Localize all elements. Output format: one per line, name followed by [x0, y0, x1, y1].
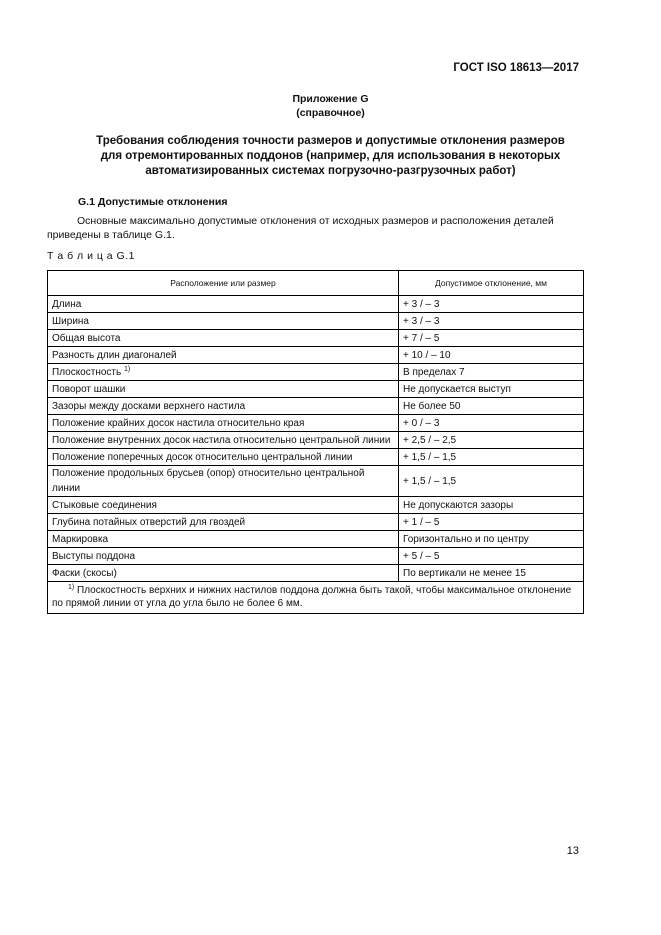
cell-item: Разность длин диагоналей — [48, 347, 399, 364]
body-paragraph: Основные максимально допустимые отклонения от исходных размеров и расположения деталей приведены в таблице G.1. — [47, 215, 554, 241]
annex-heading — [0, 92, 661, 120]
cell-item: Длина — [48, 296, 399, 313]
cell-item-text: Плоскостность — [52, 366, 122, 378]
column-header-item: Расположение или размер — [48, 271, 399, 296]
column-header-tolerance: Допустимое отклонение, мм — [399, 271, 584, 296]
cell-tolerance: + 1,5 / – 1,5 — [399, 466, 584, 497]
cell-tolerance: + 0 / – 3 — [399, 415, 584, 432]
cell-item — [48, 364, 399, 381]
cell-tolerance: Не допускается выступ — [399, 381, 584, 398]
table-row — [48, 497, 584, 514]
table-footnote-row — [48, 582, 584, 614]
main-title — [60, 134, 601, 179]
table-header-row — [48, 271, 584, 296]
cell-tolerance: + 1,5 / – 1,5 — [399, 449, 584, 466]
cell-item: Маркировка — [48, 531, 399, 548]
cell-tolerance: + 3 / – 3 — [399, 313, 584, 330]
cell-item: Общая высота — [48, 330, 399, 347]
footnote-text: Плоскостность верхних и нижних настилов поддона должна быть такой, чтобы максимальное отклонение по прямой линии от угла до угла было не более 6 мм. — [52, 585, 572, 609]
main-title-line: для отремонтированных поддонов (например, для использования в некоторых — [100, 150, 561, 162]
section-heading: G.1 Допустимые отклонения — [78, 196, 228, 208]
table-row — [48, 514, 584, 531]
cell-item: Ширина — [48, 313, 399, 330]
table-caption: Т а б л и ц а G.1 — [47, 250, 135, 262]
cell-item: Положение продольных брусьев (опор) относительно центральной линии — [48, 466, 399, 497]
cell-tolerance: + 5 / – 5 — [399, 548, 584, 565]
cell-item: Положение внутренних досок настила относительно центральной линии — [48, 432, 399, 449]
cell-item: Зазоры между досками верхнего настила — [48, 398, 399, 415]
cell-tolerance: Не допускаются зазоры — [399, 497, 584, 514]
cell-tolerance: По вертикали не менее 15 — [399, 565, 584, 582]
table-row — [48, 432, 584, 449]
table-row — [48, 296, 584, 313]
table-row — [48, 330, 584, 347]
cell-tolerance: + 3 / – 3 — [399, 296, 584, 313]
cell-tolerance: + 10 / – 10 — [399, 347, 584, 364]
table-row — [48, 398, 584, 415]
cell-item: Стыковые соединения — [48, 497, 399, 514]
tolerance-table — [47, 270, 584, 614]
annex-title: Приложение G — [292, 93, 369, 105]
table-row — [48, 381, 584, 398]
cell-item: Положение крайних досок настила относительно края — [48, 415, 399, 432]
cell-item: Поворот шашки — [48, 381, 399, 398]
cell-item: Выступы поддона — [48, 548, 399, 565]
table-footnote — [48, 582, 584, 614]
table-row — [48, 313, 584, 330]
table-row — [48, 548, 584, 565]
main-title-line: Требования соблюдения точности размеров и допустимые отклонения размеров — [96, 135, 565, 147]
table-row — [48, 466, 584, 497]
cell-item: Положение поперечных досок относительно центральной линии — [48, 449, 399, 466]
footnote-marker: 1) — [68, 584, 75, 591]
table-row — [48, 449, 584, 466]
page-number: 13 — [566, 845, 579, 857]
cell-tolerance: + 1 / – 5 — [399, 514, 584, 531]
table-row — [48, 531, 584, 548]
footnote-reference: 1) — [123, 365, 131, 373]
cell-tolerance: Не более 50 — [399, 398, 584, 415]
cell-tolerance: + 7 / – 5 — [399, 330, 584, 347]
cell-item: Глубина потайных отверстий для гвоздей — [48, 514, 399, 531]
table-row — [48, 364, 584, 381]
cell-tolerance: Горизонтально и по центру — [399, 531, 584, 548]
cell-tolerance: В пределах 7 — [399, 364, 584, 381]
cell-tolerance: + 2,5 / – 2,5 — [399, 432, 584, 449]
document-code: ГОСТ ISO 18613—2017 — [453, 62, 579, 74]
table-row — [48, 565, 584, 582]
main-title-line: автоматизированных системах погрузочно-разгрузочных работ) — [145, 165, 516, 177]
table-row — [48, 347, 584, 364]
cell-item: Фаски (скосы) — [48, 565, 399, 582]
annex-note: (справочное) — [296, 107, 365, 119]
table-row — [48, 415, 584, 432]
